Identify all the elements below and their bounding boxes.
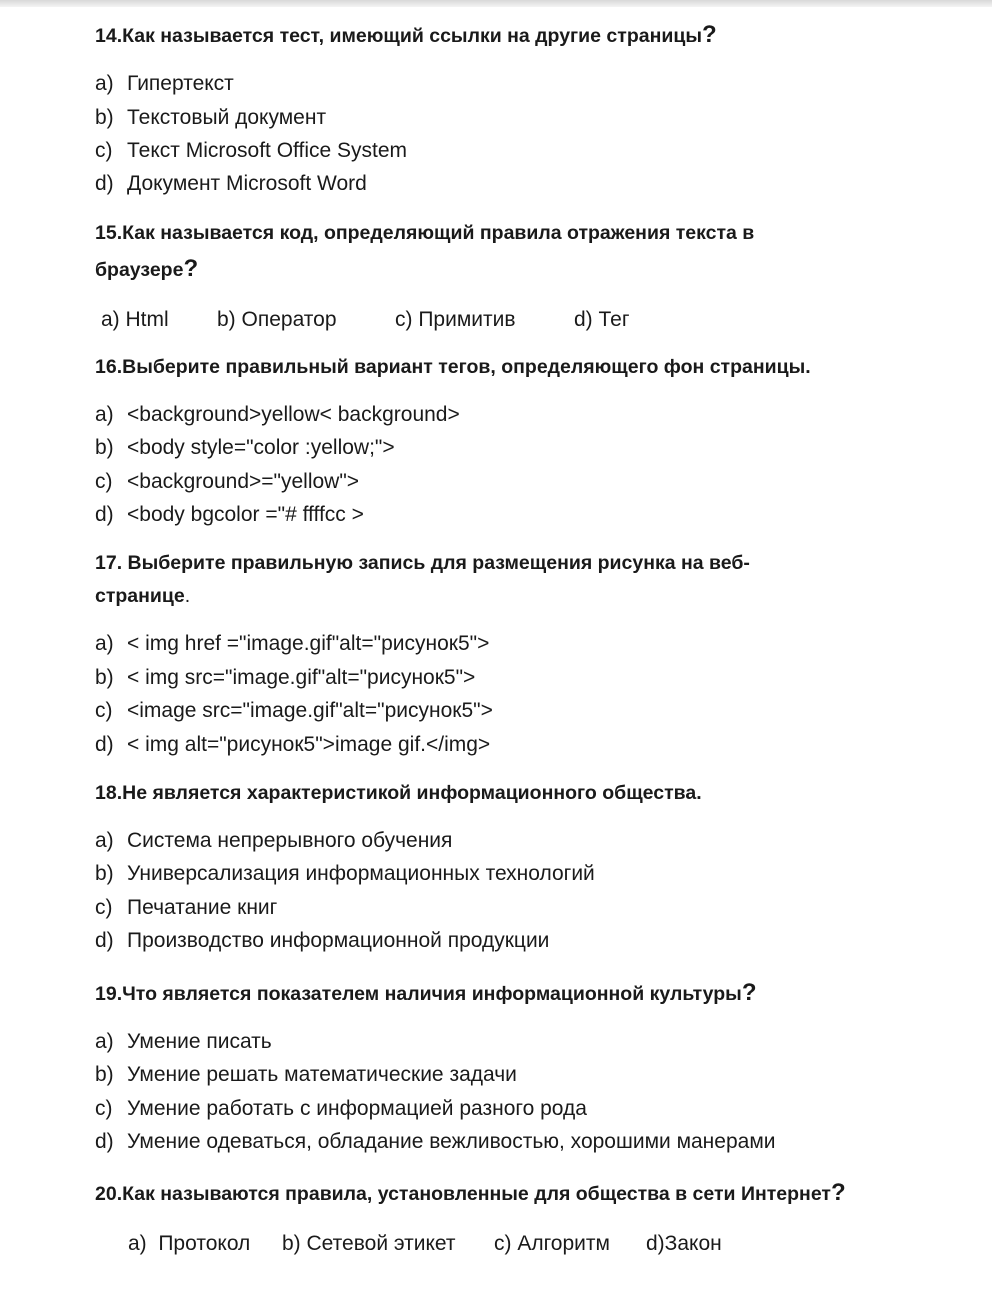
question-15-option-d: d) Тег <box>574 308 630 331</box>
question-14-option-b: b) Текстовый документ <box>95 106 327 129</box>
question-20-option-b: b) Сетевой этикет <box>282 1232 456 1255</box>
question-15-title-line2: браузере? <box>95 255 199 282</box>
question-19-option-d: d) Умение одеваться, обладание вежливостью, хорошими манерами <box>95 1130 776 1153</box>
question-15-title-line1: 15.Как называется код, определяющий правила отражения текста в <box>95 222 755 244</box>
question-17-option-b: b) < img src="image.gif"alt="рисунок5"> <box>95 666 476 689</box>
question-17-title-line2: странице. <box>95 585 191 607</box>
question-16-option-c: c) <background>="yellow"> <box>95 470 360 493</box>
question-20-option-c: c) Алгоритм <box>494 1232 610 1255</box>
question-15-option-b: b) Оператор <box>217 308 337 331</box>
question-17-option-d: d) < img alt="рисунок5">image gif.</img> <box>95 733 491 756</box>
question-18-option-a: a) Система непрерывного обучения <box>95 829 453 852</box>
question-15-option-a: a) Html <box>101 308 169 331</box>
question-19-option-c: c) Умение работать с информацией разного рода <box>95 1097 587 1120</box>
question-16-option-b: b) <body style="color :yellow;"> <box>95 436 395 459</box>
question-16-option-d: d) <body bgcolor ="# ffffcc > <box>95 503 364 526</box>
question-14-option-a: a) Гипертекст <box>95 72 234 95</box>
question-18-option-c: c) Печатание книг <box>95 896 278 919</box>
question-16-title: 16.Выберите правильный вариант тегов, определяющего фон страницы. <box>95 356 811 378</box>
question-15-option-c: c) Примитив <box>395 308 516 331</box>
question-19-title: 19.Что является показателем наличия информационной культуры? <box>95 979 757 1006</box>
question-17-option-c: c) <image src="image.gif"alt="рисунок5"> <box>95 699 493 722</box>
question-20-option-d: d)Закон <box>646 1232 722 1255</box>
question-14-title: 14.Как называется тест, имеющий ссылки на другие страницы? <box>95 21 717 48</box>
question-20-option-a: a) Протокол <box>128 1232 251 1255</box>
question-14-option-d: d) Документ Microsoft Word <box>95 172 367 195</box>
question-20-title: 20.Как называются правила, установленные для общества в сети Интернет? <box>95 1179 846 1206</box>
question-16-option-a: a) <background>yellow< background> <box>95 403 460 426</box>
page-top-edge <box>0 0 992 7</box>
question-18-title: 18.Не является характеристикой информационного общества. <box>95 782 702 804</box>
question-14-option-c: c) Текст Microsoft Office System <box>95 139 408 162</box>
question-17-option-a: a) < img href ="image.gif"alt="рисунок5"> <box>95 632 490 655</box>
question-17-title-line1: 17. Выберите правильную запись для размещения рисунка на веб- <box>95 552 750 574</box>
question-19-option-a: a) Умение писать <box>95 1030 272 1053</box>
question-19-option-b: b) Умение решать математические задачи <box>95 1063 517 1086</box>
question-18-option-d: d) Производство информационной продукции <box>95 929 550 952</box>
question-18-option-b: b) Универсализация информационных технологий <box>95 862 595 885</box>
